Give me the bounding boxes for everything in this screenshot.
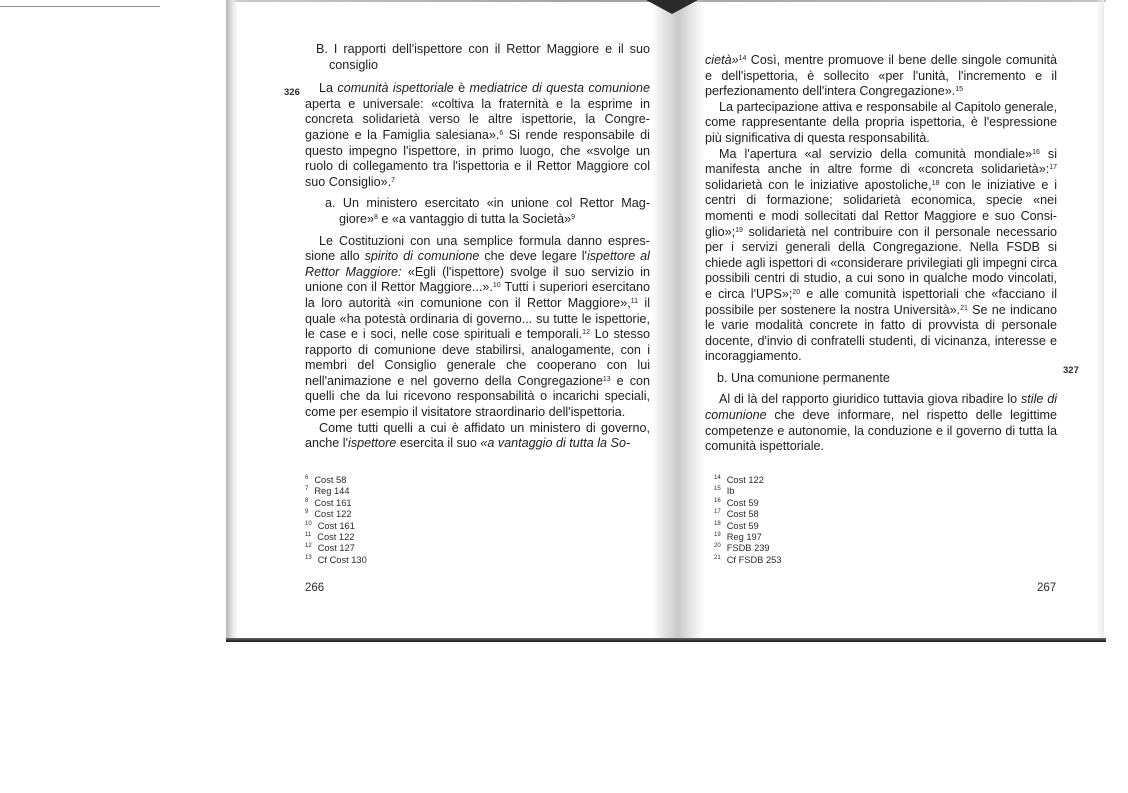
footnote-text: FSDB 239 xyxy=(726,543,770,554)
right-footnotes xyxy=(714,475,781,566)
text-run: Le Costituzioni con una semplice formula danno espressione allo xyxy=(305,233,650,264)
gutter-shadow xyxy=(652,0,704,640)
footnote-ref: 16 xyxy=(1032,148,1040,156)
footnote-ref: 9 xyxy=(571,213,576,221)
margin-number-right: 327 xyxy=(1063,365,1079,376)
text-run: solidarietà con le iniziative apostoliche, xyxy=(705,177,932,192)
italic-run: ispettore xyxy=(348,436,397,451)
footnote-ref: 11 xyxy=(630,297,638,305)
text-run: con le iniziative e i centri di formazione; solidarietà economica, specie «nei momenti e modi sollecitati dal Rettor Maggiore e suo Consiglio»; xyxy=(705,177,1058,239)
right-paragraph-4 xyxy=(705,392,1057,454)
footnote-text: Reg 144 xyxy=(314,486,350,497)
text-run: Così, mentre promuove il bene delle singole comunità e dell'ispettoria, è sollecito «per l'unità, l'incremento e il perfezionamento dell'intera Congregazione». xyxy=(705,53,1057,99)
footnote xyxy=(714,475,781,486)
footnote-number: 11 xyxy=(305,532,312,539)
footnote xyxy=(714,555,781,566)
text-run: aperta e universale: «coltiva la fraternità e la esprime in concreta solidarietà verso le altre ispettorie, la Congregazione e la Famiglia salesiana». xyxy=(305,96,650,142)
footnote-number: 12 xyxy=(305,543,312,550)
footnote xyxy=(714,543,781,554)
footnote xyxy=(305,486,367,497)
italic-run: spirito di comunione xyxy=(364,249,480,264)
right-paragraph-3 xyxy=(705,147,1057,365)
italic-run: comunità ispettoriale xyxy=(337,81,454,96)
footnote-number: 8 xyxy=(305,497,309,504)
footnote-number: 9 xyxy=(305,509,309,516)
footnote-ref: 14 xyxy=(738,55,747,62)
italic-run: stile di comunione xyxy=(705,392,1058,423)
footnote-number: 7 xyxy=(305,486,309,493)
footnote-number: 14 xyxy=(714,475,721,481)
footnote-text: Cost 59 xyxy=(726,497,759,508)
text-run: solidarietà nel contribuire con il personale necessario per i servizi generali della Congregazione. Nella FSDB si chiede agli ispettori di «considerare privilegiati gli impegni circa possibili centri di studio, a cui sono in qualche modo vincolati, e circa l'UPS»; xyxy=(705,224,1057,301)
text-run: esercita il suo xyxy=(396,436,481,451)
page-number-right: 267 xyxy=(1037,582,1057,594)
right-paragraph-2: La partecipazione attiva e responsabile al Capitolo generale, come rappresentante della propria ispettoria, è l'espressione più significativa di questa responsabilità. xyxy=(705,99,1057,145)
book-bottom-edge xyxy=(226,638,1106,642)
left-paragraph-3 xyxy=(305,421,650,452)
footnote-number: 13 xyxy=(305,554,312,561)
footnote xyxy=(714,498,781,509)
scan-edge-line xyxy=(0,6,160,7)
footnote-number: 6 xyxy=(305,475,309,481)
footnote-text: Cf FSDB 253 xyxy=(726,554,782,565)
footnote-number: 18 xyxy=(714,520,721,527)
footnote-number: 15 xyxy=(714,486,721,493)
footnote-text: Ib xyxy=(726,486,735,497)
subheading-b: b. Una comunione permanente xyxy=(717,370,890,385)
footnote-text: Cost 122 xyxy=(314,509,352,520)
footnote-ref: 19 xyxy=(735,226,743,234)
footnote-text: Cost 58 xyxy=(314,475,347,485)
text-run: Al di là del rapporto giuridico tuttavia giova ribadire lo xyxy=(719,392,1021,407)
text-run: e alle comunità ispettoriali che «facciano il possibile per sostenere la nostra Università». xyxy=(705,286,1057,317)
text-run: La xyxy=(319,81,338,96)
text-run: Lo stesso rapporto di comunione deve stabilirsi, analogamente, con i membri del Consiglio generale che cooperano con lui nell'animazione e nel governo della Congregazione xyxy=(305,327,651,388)
footnote-ref: 15 xyxy=(955,86,964,94)
text-run: Tutti i superiori esercitano la loro autorità «in comunione con il Rettor Maggiore», xyxy=(305,280,650,310)
footnote-number: 10 xyxy=(305,520,312,527)
footnote-number: 21 xyxy=(714,554,721,561)
footnote xyxy=(714,509,781,520)
gutter-notch xyxy=(646,0,698,14)
footnote-text: Reg 197 xyxy=(726,532,762,543)
text-run: il quale «ha potestà ordinaria di governo... su tutte le ispettorie, le case e i soci, nelle cose spirituali e temporali. xyxy=(305,295,650,342)
text-run: è xyxy=(453,81,470,96)
text-run: e «a vantaggio di tutta la Società» xyxy=(377,211,572,226)
text-run: Come tutti quelli a cui è affidato un ministero di governo, anche l' xyxy=(305,420,650,451)
footnote xyxy=(305,532,367,543)
text-run: e con quelli che da lui ricevono responsabilità o incarichi speciali, come per esempio il visitatore straordinario dell'ispettoria. xyxy=(305,373,650,420)
footnote-ref: 20 xyxy=(792,288,801,296)
footnote-text: Cost 127 xyxy=(317,543,355,554)
footnote-ref: 21 xyxy=(960,304,968,312)
footnote-ref: 13 xyxy=(602,375,611,383)
left-footnotes xyxy=(305,475,367,566)
footnote-number: 17 xyxy=(714,509,721,516)
footnote-number: 16 xyxy=(714,497,721,504)
footnote-text: Cf Cost 130 xyxy=(317,554,367,565)
right-page-body xyxy=(705,53,1057,455)
text-run: Ma l'apertura «al servizio della comunità mondiale» xyxy=(719,146,1033,161)
footnote-text: Cost 59 xyxy=(726,520,759,531)
footnote-ref: 12 xyxy=(582,329,590,337)
footnote xyxy=(305,521,367,532)
right-paragraph-1 xyxy=(705,53,1057,100)
italic-run: «a vantaggio di tutta la So- xyxy=(480,436,631,451)
footnote-text: Cost 122 xyxy=(317,532,355,543)
footnote xyxy=(714,486,781,497)
footnote-text: Cost 161 xyxy=(314,497,352,508)
italic-run: ispettore al Rettor Maggiore: xyxy=(305,249,650,279)
text-run: Si rende responsabile di questo impegno l'ispettore, in primo luogo, che «svolge un ruolo di collegamento tra l'ispettoria e il Rettor Maggiore col suo Consiglio». xyxy=(305,127,650,189)
margin-number-left: 326 xyxy=(284,87,300,98)
text-run: «Egli (l'ispettore) svolge il suo servizio in unione con il Rettor Maggiore...». xyxy=(305,264,651,295)
text-run: a. Un ministero esercitato «in unione col Rettor Maggiore» xyxy=(325,196,650,226)
text-run: che deve informare, nel rispetto delle legittime competenze e autonomie, la conduzione e il governo di tutta la comunità ispettoriale. xyxy=(705,408,1057,454)
footnote xyxy=(305,509,367,520)
text-run: che deve legare l' xyxy=(479,249,587,264)
footnote-ref: 17 xyxy=(1049,164,1057,172)
footnote-ref: 10 xyxy=(492,282,501,290)
left-page-body xyxy=(305,42,650,452)
footnote xyxy=(714,532,781,543)
footnote xyxy=(714,521,781,532)
section-heading: B. I rapporti dell'ispettore con il Rettor Maggiore e il suo consiglio xyxy=(316,42,650,72)
footnote xyxy=(305,555,367,566)
footnote-ref: 7 xyxy=(391,176,396,184)
footnote xyxy=(305,475,367,486)
footnote-number: 20 xyxy=(714,543,721,550)
text-run: Se ne indicano le varie modalità concrete in fatto di provvista di personale docente, d'invio di confratelli studenti, di vicinanza, interesse e incoraggiamento. xyxy=(705,302,1057,364)
footnote xyxy=(305,498,367,509)
left-paragraph-1 xyxy=(305,81,650,190)
footnote xyxy=(305,543,367,554)
footnote-text: Cost 58 xyxy=(726,509,759,520)
footnote-text: Cost 122 xyxy=(726,475,764,485)
footnote-text: Cost 161 xyxy=(317,520,355,531)
right-page-edge xyxy=(1096,0,1104,640)
footnote-ref: 8 xyxy=(374,213,378,221)
left-page-edge xyxy=(226,0,238,640)
subheading-a xyxy=(305,196,650,227)
text-run: si manifesta anche in altre forme di «concreta solidarietà»: xyxy=(705,146,1057,177)
italic-run: cietà» xyxy=(705,53,739,67)
italic-run: mediatrice di questa comunione xyxy=(469,81,650,96)
page-number-left: 266 xyxy=(305,582,325,594)
footnote-ref: 6 xyxy=(499,129,504,137)
footnote-ref: 18 xyxy=(931,179,940,187)
left-paragraph-2 xyxy=(305,234,650,421)
footnote-number: 19 xyxy=(714,532,721,539)
